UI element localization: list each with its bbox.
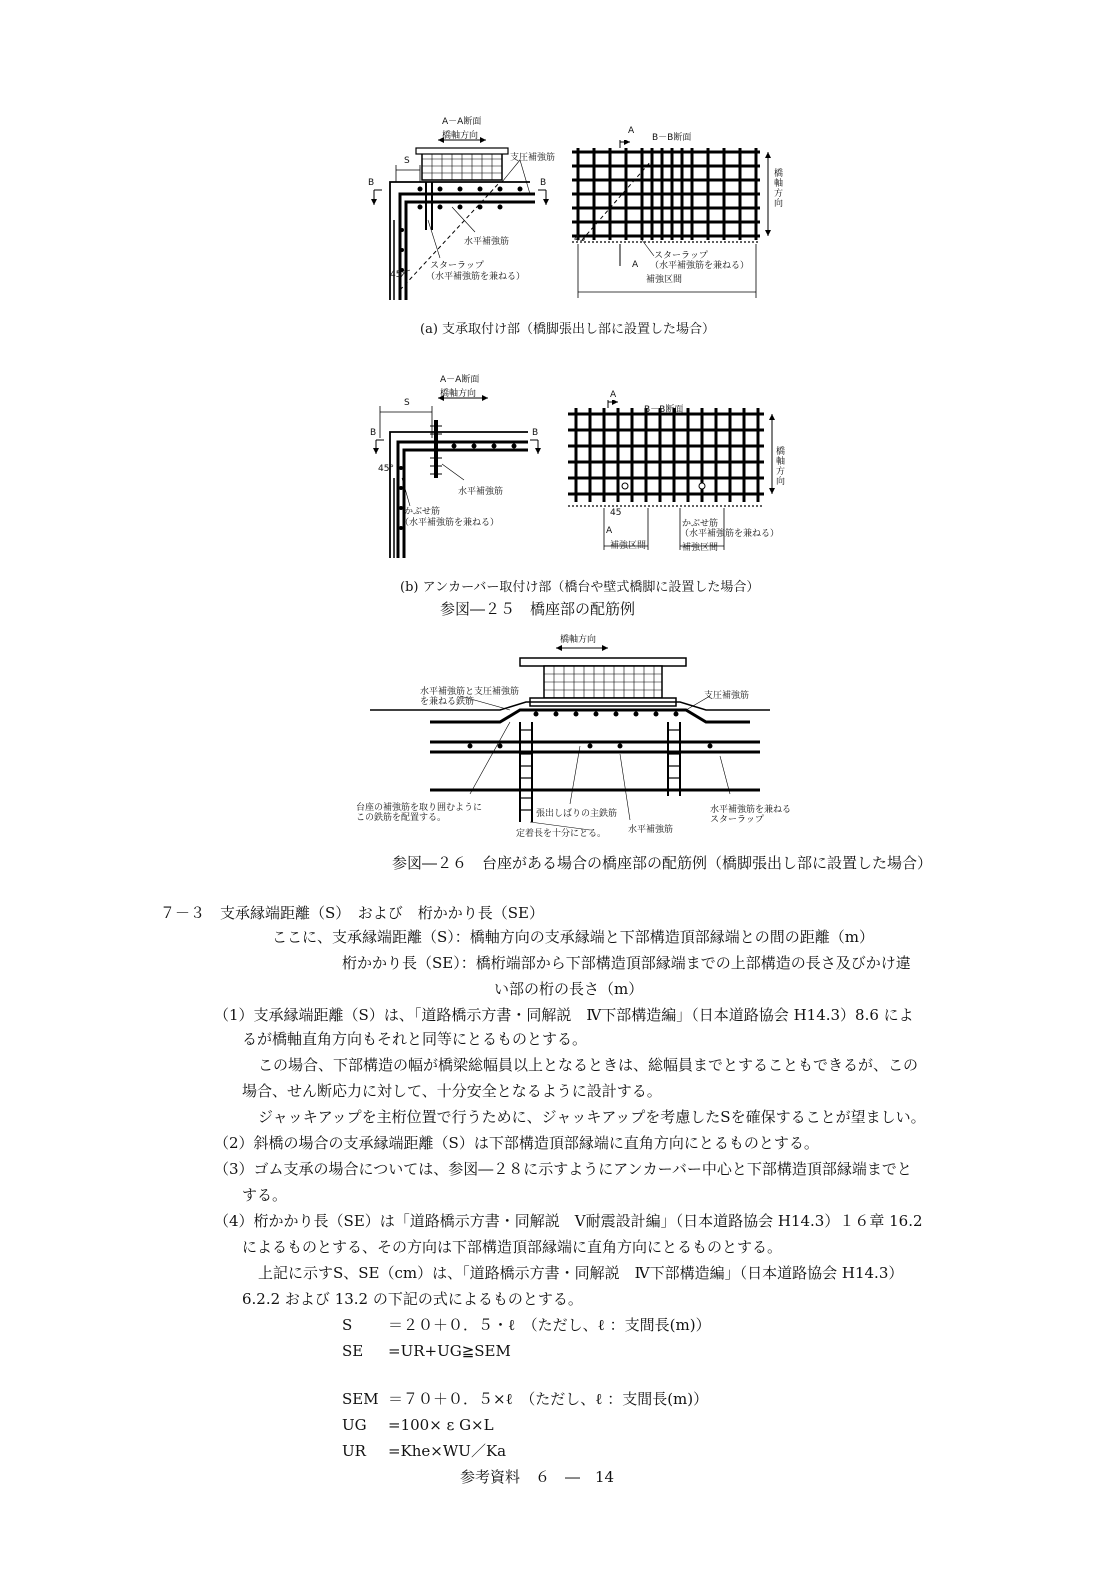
fig25b-horizontal-rebar-label: 水平補強筋: [458, 487, 504, 497]
fig26-stirrup-label-1: 水平補強筋を兼ねる: [710, 805, 792, 815]
fig25b-aa-section-label: A－A断面: [440, 375, 480, 385]
fig25b-angle-right-label: 45: [610, 508, 622, 518]
fig25a-bridge-axis-vertical-label: 橋軸方向: [774, 169, 784, 209]
fig25b-a-top-label: A: [610, 390, 617, 400]
fig25a-s-label: S: [404, 156, 410, 166]
fig25a-stirrup-right-label: スターラップ: [654, 251, 708, 261]
fig25a-angle-label: 45°: [390, 270, 406, 280]
paragraph-1-line5: ジャッキアップを主桁位置で行うために、ジャッキアップを考慮したSを確保することが望ましい。: [258, 1108, 926, 1126]
formula-se-lhs: SE: [342, 1342, 364, 1360]
fig25b-zone2-label: 補強区間: [682, 543, 719, 553]
definition-support-edge-distance: ここに、支承縁端距離（S）：橋軸方向の支承縁端と下部構造頂部縁端との間の距離（m）: [272, 928, 875, 946]
fig25b-bridge-axis-label: 橋軸方向: [440, 389, 477, 399]
fig25a-bb-section-label: B－B断面: [652, 133, 692, 143]
formula-s-lhs: S: [342, 1316, 353, 1334]
fig25a-caption: (a) 支承取付け部（橋脚張出し部に設置した場合）: [420, 322, 716, 337]
fig26-horizontal-rebar-label: 水平補強筋: [628, 825, 674, 835]
page-footer: 参考資料 ６ ― 14: [460, 1468, 615, 1486]
formula-sem-rhs: ＝７０＋０．５×ℓ （ただし、ℓ ：支間長(m)）: [388, 1390, 709, 1408]
formula-sem-lhs: SEM: [342, 1390, 379, 1408]
fig25b-angle-label: 45°: [378, 464, 394, 474]
definition-girder-seat-length-line1: 桁かかり長（SE）：橋桁端部から下部構造頂部縁端までの上部構造の長さ及びかけ違: [342, 954, 911, 972]
fig25b-bb-section-grid: [568, 400, 784, 568]
fig26-title: 参図―２６ 台座がある場合の橋座部の配筋例（橋脚張出し部に設置した場合）: [392, 854, 933, 872]
fig25b-zone1-label: 補強区間: [610, 541, 647, 551]
paragraph-2: （2）斜橋の場合の支承縁端距離（S）は下部構造頂部縁端に直角方向にとるものとする。: [214, 1134, 819, 1152]
fig25a-stirrup-label: スターラップ: [430, 261, 484, 271]
formula-ug-rhs: =100× ε G×L: [388, 1416, 494, 1434]
fig26-combined-rebar-label-2: を兼ねる鉄筋: [420, 697, 475, 707]
figure-26: [350, 626, 792, 841]
fig26-pedestal-note-2: この鉄筋を配置する。: [356, 813, 447, 823]
fig26-stirrup-label-2: スターラップ: [710, 815, 764, 825]
fig25b-cap-rebar-label: かぶせ筋: [404, 507, 441, 517]
formula-ug-lhs: UG: [342, 1416, 367, 1434]
fig25a-a-bottom-label: A: [632, 260, 639, 270]
fig25b-b-left-label: B: [370, 428, 377, 438]
paragraph-5-line2: 6.2.2 および 13.2 の下記の式によるものとする。: [242, 1290, 583, 1308]
fig25b-b-right-label: B: [532, 428, 539, 438]
fig25b-bridge-axis-vertical-label: 橋軸方向: [776, 447, 786, 487]
fig26-anchorage-label: 定着長を十分にとる。: [516, 829, 607, 839]
fig25b-a-bottom-label: A: [606, 526, 613, 536]
fig25b-cap-rebar-right-label: かぶせ筋: [682, 519, 719, 529]
fig25-title: 参図―２５ 橋座部の配筋例: [440, 600, 636, 618]
fig25a-stirrup-note-right: （水平補強筋を兼ねる）: [650, 261, 750, 271]
fig25a-a-top-label: A: [628, 126, 635, 136]
formula-se-rhs: =UR+UG≧SEM: [388, 1342, 511, 1360]
fig25a-bearing-rebar-label: 支圧補強筋: [510, 153, 556, 163]
formula-ur-rhs: =Khe×WU／Ka: [388, 1442, 507, 1460]
fig25a-b-right-label: B: [540, 178, 547, 188]
fig26-bearing-rebar-label: 支圧補強筋: [704, 691, 750, 701]
paragraph-1-line3: この場合、下部構造の幅が橋梁総幅員以上となるときは、総幅員までとすることもできるが、この: [258, 1056, 919, 1074]
fig25a-aa-section-label: A－A断面: [442, 117, 482, 127]
fig26-pedestal-note-1: 台座の補強筋を取り囲むように: [356, 803, 483, 813]
figure-25a: [360, 110, 784, 310]
paragraph-1-line4: 場合、せん断応力に対して、十分安全となるように設計する。: [242, 1082, 662, 1100]
fig26-main-rebar-label: 張出しばりの主鉄筋: [536, 809, 618, 819]
fig25a-angle-right-label: 45: [574, 234, 586, 244]
paragraph-3-line2: する。: [242, 1186, 288, 1204]
formula-s-rhs: ＝２０＋０．５・ℓ （ただし、ℓ ：支間長(m)）: [388, 1316, 711, 1334]
fig25a-bridge-axis-label: 橋軸方向: [442, 131, 479, 141]
fig25a-stirrup-note: （水平補強筋を兼ねる）: [426, 272, 526, 282]
fig25a-horizontal-rebar-label: 水平補強筋: [464, 237, 510, 247]
figure-25b: [364, 368, 784, 568]
definition-girder-seat-length-line2: い部の桁の長さ（m）: [494, 980, 644, 998]
fig25b-bb-section-label: B－B断面: [644, 405, 684, 415]
paragraph-3-line1: （3）ゴム支承の場合については、参図―２８に示すようにアンカーバー中心と下部構造頂部縁端までと: [214, 1160, 912, 1178]
formula-ur-lhs: UR: [342, 1442, 366, 1460]
paragraph-1-line2: るが橋軸直角方向もそれと同等にとるものとする。: [242, 1030, 588, 1048]
fig25a-reinforce-zone-label: 補強区間: [646, 275, 683, 285]
paragraph-4-line2: によるものとする、その方向は下部構造頂部縁端に直角方向にとるものとする。: [242, 1238, 783, 1256]
fig25a-b-left-label: B: [368, 178, 375, 188]
fig25b-caption: (b) アンカーバー取付け部（橋台や壁式橋脚に設置した場合）: [400, 580, 760, 595]
paragraph-4-line1: （4）桁かかり長（SE）は「道路橋示方書・同解説 Ⅴ耐震設計編」（日本道路協会 H14.3）１６章 16.2: [214, 1212, 923, 1230]
fig25b-cap-rebar-note: （水平補強筋を兼ねる）: [400, 518, 500, 528]
fig26-bridge-axis-label: 橋軸方向: [560, 635, 597, 645]
paragraph-5-line1: 上記に示すS、SE（cm）は、「道路橋示方書・同解説 Ⅳ下部構造編」（日本道路協会 H14.3）: [258, 1264, 904, 1282]
fig25b-s-label: S: [404, 398, 410, 408]
fig25b-cap-rebar-note-right: （水平補強筋を兼ねる）: [680, 529, 780, 539]
paragraph-1-line1: （1）支承縁端距離（S）は、「道路橋示方書・同解説 Ⅳ下部構造編」（日本道路協会 H14.3）8.6 によ: [214, 1006, 914, 1024]
fig26-combined-rebar-label-1: 水平補強筋と支圧補強筋: [420, 687, 520, 697]
section-heading: ７－３ 支承縁端距離（S） および 桁かかり長（SE）: [160, 904, 545, 922]
